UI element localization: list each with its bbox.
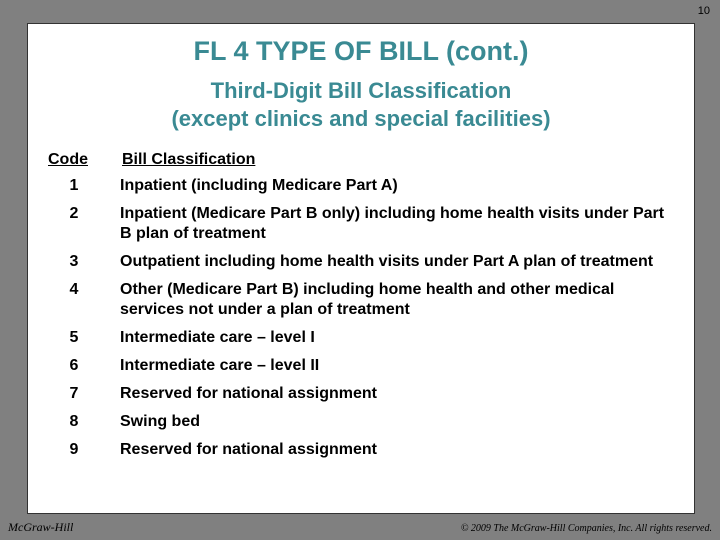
table-row	[28, 252, 694, 272]
table-row	[28, 328, 694, 348]
table-row	[28, 440, 694, 460]
row-code: 9	[69, 441, 79, 458]
subtitle-line-2: (except clinics and special facilities)	[171, 106, 551, 131]
row-code: 6	[69, 357, 79, 374]
row-classification: Reserved for national assignment	[120, 441, 377, 458]
footer-copyright: © 2009 The McGraw-Hill Companies, Inc. All rights reserved.	[460, 523, 712, 534]
table-row	[28, 356, 694, 376]
row-classification: Inpatient (Medicare Part B only) including home health visits under Part B plan of treatment	[120, 205, 665, 242]
table-row	[28, 176, 694, 196]
header-classification: Bill Classification	[122, 151, 256, 168]
table-header	[28, 150, 694, 170]
row-code: 3	[69, 253, 79, 270]
row-classification: Outpatient including home health visits under Part A plan of treatment	[120, 253, 654, 270]
slide-title: FL 4 TYPE OF BILL (cont.)	[193, 36, 529, 66]
row-code: 7	[69, 385, 79, 402]
subtitle-line-1: Third-Digit Bill Classification	[210, 78, 512, 103]
table-row	[28, 384, 694, 404]
table-row	[28, 280, 694, 320]
footer-publisher: McGraw-Hill	[8, 520, 74, 534]
row-code: 2	[69, 205, 79, 222]
table-row	[28, 204, 694, 244]
row-classification: Swing bed	[120, 413, 200, 430]
classification-table	[28, 150, 694, 468]
row-classification: Intermediate care – level II	[120, 357, 320, 374]
header-code: Code	[48, 151, 88, 168]
row-code: 8	[69, 413, 79, 430]
row-classification: Inpatient (including Medicare Part A)	[120, 177, 398, 194]
row-code: 4	[69, 281, 79, 298]
slide-number: 10	[697, 5, 710, 17]
row-classification: Intermediate care – level I	[120, 329, 315, 346]
row-classification: Other (Medicare Part B) including home health and other medical services not under a plan of treatment	[120, 281, 615, 318]
table-row	[28, 412, 694, 432]
row-code: 5	[69, 329, 79, 346]
row-code: 1	[69, 177, 79, 194]
slide-panel	[27, 23, 695, 514]
row-classification: Reserved for national assignment	[120, 385, 377, 402]
